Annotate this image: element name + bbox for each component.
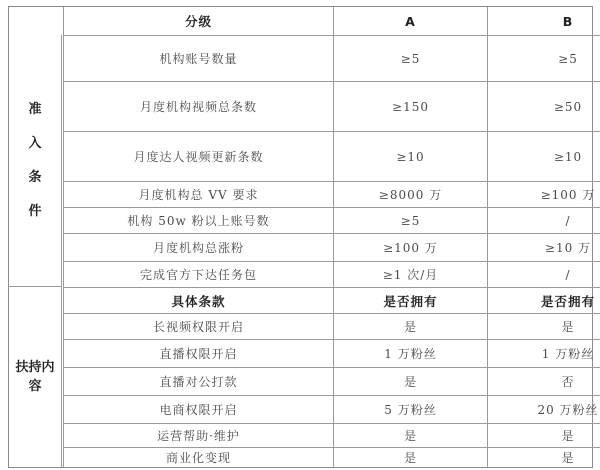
row-value-b: 20 万粉丝 [487,396,600,423]
row-value-a: 是 [333,314,487,339]
section-admission-label: 准入条件 [28,101,42,219]
row-value-b: ≥10 万 [487,234,600,261]
table-row [63,423,600,447]
row-label: 机构账号数量 [63,36,333,81]
header-owned-a: 是否拥有 [333,288,487,313]
table-row [63,35,600,81]
row-label: 月度达人视频更新条数 [63,132,333,181]
header-tier: 分级 [63,7,333,35]
row-value-a: ≥10 [333,132,487,181]
row-label: 运营帮助·维护 [63,424,333,447]
row-value-a: ≥8000 万 [333,182,487,207]
table-row [63,261,600,287]
row-value-b: ≥50 [487,82,600,131]
row-value-b: 是 [487,314,600,339]
table-row [63,313,600,339]
header-b: B [487,7,600,35]
section-support-label: 扶持内容 [15,360,55,394]
table-row [63,233,600,261]
row-value-a: 是 [333,424,487,447]
row-label: 完成官方下达任务包 [63,262,333,287]
table-row [63,367,600,395]
row-label: 直播权限开启 [63,340,333,367]
table-header-row [63,7,600,35]
section-support [8,287,62,467]
row-value-b: 是 [487,448,600,467]
row-value-a: ≥5 [333,208,487,233]
row-label: 机构 50w 粉以上账号数 [63,208,333,233]
row-label: 商业化变现 [63,448,333,467]
header-a: A [333,7,487,35]
row-value-b: ≥100 万 [487,182,600,207]
row-label: 电商权限开启 [63,396,333,423]
tier-table [8,6,599,468]
table-row [63,339,600,367]
row-value-a: ≥100 万 [333,234,487,261]
row-value-a: 5 万粉丝 [333,396,487,423]
table-row [63,447,600,467]
table-row [63,131,600,181]
table-row [63,207,600,233]
row-value-a: 1 万粉丝 [333,340,487,367]
row-value-b: / [487,208,600,233]
row-label: 月度机构总 VV 要求 [63,182,333,207]
row-value-b: 1 万粉丝 [487,340,600,367]
row-value-a: 是 [333,368,487,395]
row-value-a: ≥1 次/月 [333,262,487,287]
row-value-b: ≥10 [487,132,600,181]
row-label: 月度机构总涨粉 [63,234,333,261]
table-row [63,181,600,207]
support-header-row [63,287,600,313]
header-clause: 具体条款 [63,288,333,313]
row-value-b: ≥5 [487,36,600,81]
row-value-b: 是 [487,424,600,447]
row-value-b: 否 [487,368,600,395]
row-value-a: ≥5 [333,36,487,81]
row-label: 直播对公打款 [63,368,333,395]
row-value-a: ≥150 [333,82,487,131]
row-label: 长视频权限开启 [63,314,333,339]
row-value-b: / [487,262,600,287]
header-owned-b: 是否拥有 [487,288,600,313]
row-label: 月度机构视频总条数 [63,82,333,131]
section-admission [8,35,62,287]
row-value-a: 是 [333,448,487,467]
table-row [63,81,600,131]
table-row [63,395,600,423]
